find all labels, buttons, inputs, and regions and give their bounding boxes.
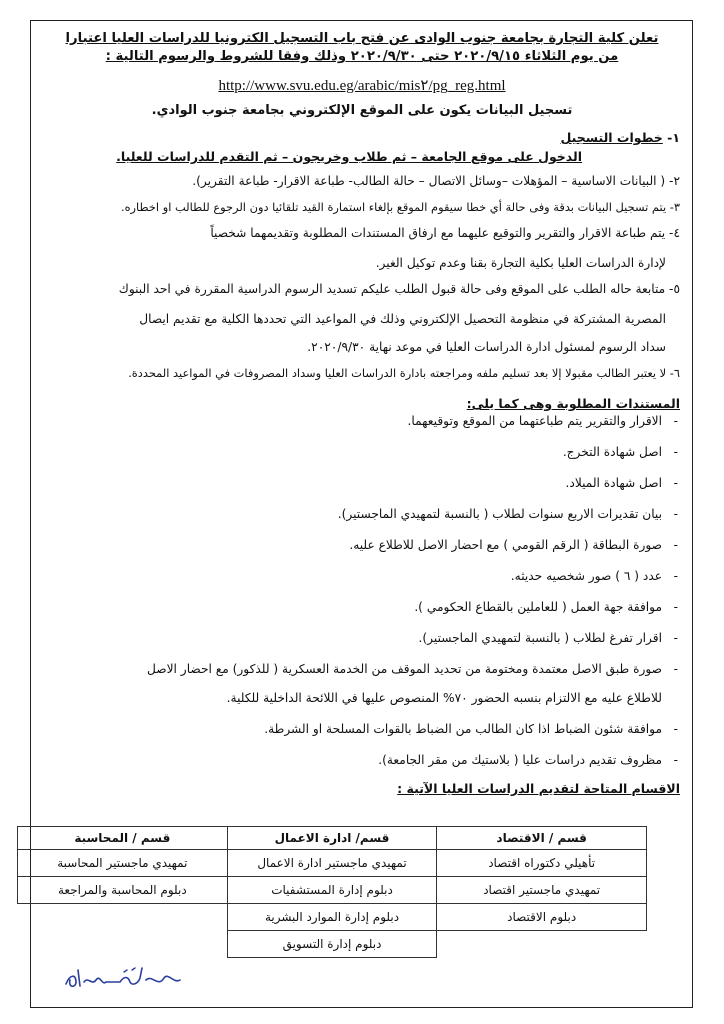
table-header-row [18,827,647,850]
table-row [18,931,647,958]
step-text: ( البيانات الاساسية – المؤهلات –وسائل الاتصال – حالة الطالب- طباعة الاقرار- طباعة التقرير). [192,174,666,188]
steps-entry-path: الدخول على موقع الجامعة – ثم طلاب وخريجون – ثم التقدم للدراسات للعليا. [116,149,582,164]
document-text: اقرار تفرغ لطلاب ( بالنسبة لتمهيدي الماجستير). [418,631,662,645]
departments-title: الاقسام المتاحة لتقديم الدراسات العليا الآتية : [397,781,680,796]
step-text: يتم تسجيل البيانات بدقة وفى حالة أي خطا سيقوم الموقع بإلغاء استمارة القيد تلقائيا دون الرجوع للطالب او اخطاره. [120,200,667,214]
document-item [44,475,680,492]
document-text: اصل شهادة التخرج. [562,445,662,459]
table-row [18,904,647,931]
table-cell: دبلوم الاقتصاد [437,904,647,931]
step-number: ٤- [669,226,680,240]
document-text-continued: للاطلاع عليه مع الالتزام بنسبه الحضور ٧٠% المنصوص عليها في اللائحة الداخلية للكلية. [226,691,662,705]
document-item [44,630,680,647]
registration-url-link[interactable]: http://www.svu.edu.eg/arabic/mis٢/pg_reg.html [218,78,506,94]
step-item [44,280,680,356]
step-item [44,224,680,272]
document-text: بيان تقديرات الاربع سنوات لطلاب ( بالنسبة لتمهيدي الماجستير). [337,507,662,521]
table-cell: دبلوم إدارة التسويق [227,931,437,958]
table-row [18,877,647,904]
step-text-continued: لإدارة الدراسات العليا بكلية التجارة بقنا وعدم توكيل الغير. [375,256,666,270]
document-item [44,568,680,585]
document-item [44,599,680,616]
step-text: لا يعتبر الطالب مقبولا إلا بعد تسليم ملفه ومراجعته بادارة الدراسات العليا وسداد المصروفات في المواعيد المحددة. [128,366,667,380]
table-cell: دبلوم إدارة المستشفيات [227,877,437,904]
table-row [18,850,647,877]
table-cell-empty [18,931,228,958]
announcement-header-line2: من يوم الثلاثاء ٢٠٢٠/٩/١٥ حتى ٢٠٢٠/٩/٣٠ وذلك وفقا للشروط والرسوم التالية : [105,49,619,64]
step-number: ٥- [669,282,680,296]
document-item [44,752,680,769]
document-item [44,413,680,430]
table-cell: دبلوم إدارة الموارد البشرية [227,904,437,931]
steps-section-title: خطوات التسجيل [560,130,663,145]
step-text-continued: سداد الرسوم لمسئول ادارة الدراسات العليا في موعد نهاية ٢٠٢٠/٩/٣٠. [307,340,666,354]
table-cell: تمهيدي ماجستير ادارة الاعمال [227,850,437,877]
document-text: صورة البطاقة ( الرقم القومي ) مع احضار الاصل للاطلاع عليه. [349,538,662,552]
document-text: عدد ( ٦ ) صور شخصيه حديثه. [510,569,662,583]
table-cell-empty [18,904,228,931]
table-cell-empty [437,931,647,958]
table-cell: تمهيدي ماجستير اقتصاد [437,877,647,904]
document-item [44,661,680,707]
document-item [44,537,680,554]
documents-list [44,413,680,769]
document-text: اصل شهادة الميلاد. [565,476,662,490]
step-number: ٣- [669,200,680,214]
registration-note: تسجيل البيانات يكون على الموقع الإلكتروني بجامعة جنوب الوادي. [151,103,573,118]
announcement-header-line1: تعلن كلية التجارة بجامعة جنوب الوادى عن فتح باب التسجيل الكترونيا للدراسات العليا اعتبارا [65,31,659,46]
handwritten-signature [62,960,192,998]
step-item [44,172,680,190]
document-text: صورة طبق الاصل معتمدة ومختومة من تحديد الموقف من الخدمة العسكرية ( للذكور) مع احضار الاصل [147,662,662,676]
step-text: متابعة حاله الطلب على الموقع وفى حالة قبول الطلب عليكم تسديد الرسوم الدراسية المقررة في احد البنوك [118,282,666,296]
document-item [44,506,680,523]
document-text: مظروف تقديم دراسات عليا ( بلاستيك من مقر الجامعة). [378,753,662,767]
steps-section-number: ١- [667,130,680,145]
step-number: ٢- [669,174,680,188]
table-cell: تمهيدي ماجستير المحاسبة [18,850,228,877]
document-item [44,444,680,461]
step-item [44,364,680,382]
step-number: ٦- [669,366,680,380]
step-item [44,198,680,216]
step-text: يتم طباعة الاقرار والتقرير والتوقيع عليهما مع ارفاق المستندات المطلوبة وتقديمهما شخصياً [210,226,666,240]
step-text-continued: المصرية المشتركة في منظومة التحصيل الإلكتروني وذلك في المواعيد التي تحددها الكلية مع تقديم ايصال [139,312,666,326]
table-cell: دبلوم المحاسبة والمراجعة [18,877,228,904]
departments-table [17,826,647,958]
document-text: الاقرار والتقرير يتم طباعتهما من الموقع وتوقيعهما. [407,414,662,428]
column-header-accounting: قسم / المحاسبة [18,827,228,850]
announcement-document [44,30,680,796]
column-header-business-admin: قسم/ ادارة الاعمال [227,827,437,850]
document-text: موافقة جهة العمل ( للعاملين بالقطاع الحكومي ). [414,600,662,614]
column-header-economics: قسم / الاقتصاد [437,827,647,850]
table-cell: تأهيلي دكتوراه اقتصاد [437,850,647,877]
steps-section-heading [44,130,680,145]
document-item [44,721,680,738]
signature-scribble-icon [62,960,192,994]
document-text: موافقة شئون الضباط اذا كان الطالب من الضباط بالقوات المسلحة او الشرطة. [264,722,662,736]
documents-title: المستندات المطلوبة وهى كما يلى: [466,396,680,411]
